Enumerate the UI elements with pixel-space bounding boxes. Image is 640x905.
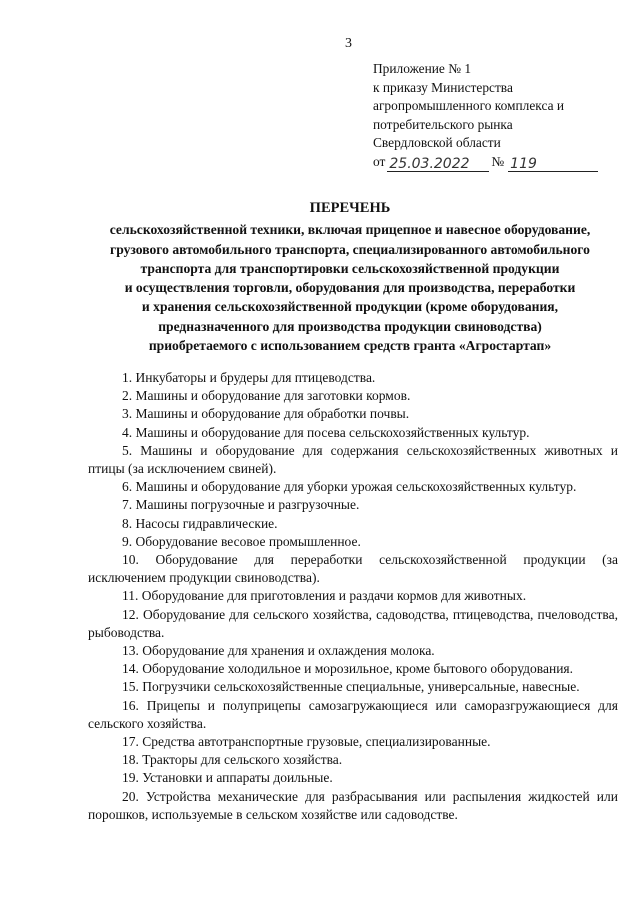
list-item: 6. Машины и оборудование для уборки урожая сельскохозяйственных культур. bbox=[122, 479, 577, 495]
appendix-line: Свердловской области bbox=[373, 135, 501, 151]
list-item: 8. Насосы гидравлические. bbox=[122, 515, 278, 531]
list-item: 1. Инкубаторы и брудеры для птицеводства. bbox=[122, 370, 376, 385]
list-item: 14. Оборудование холодильное и морозильное, кроме бытового оборудования. bbox=[122, 661, 573, 677]
subtitle-line: транспорта для транспортировки сельскохозяйственной продукции bbox=[140, 260, 560, 276]
handwritten-number: 119 bbox=[508, 157, 598, 172]
appendix-line: агропромышленного комплекса и bbox=[373, 98, 565, 114]
appendix-block bbox=[373, 60, 598, 172]
list-item: 9. Оборудование весовое промышленное. bbox=[122, 533, 361, 549]
list-item: 16. Прицепы и полуприцепы самозагружающиеся или саморазгружающиеся для сельского хозяйства. bbox=[88, 697, 618, 731]
equipment-list bbox=[88, 369, 618, 824]
appendix-line: Приложение № 1 bbox=[373, 61, 472, 76]
list-item: 15. Погрузчики сельскохозяйственные специальные, универсальные, навесные. bbox=[122, 679, 580, 695]
subtitle-line: и осуществления торговли, оборудования для производства, переработки bbox=[124, 280, 576, 296]
list-item: 17. Средства автотранспортные грузовые, специализированные. bbox=[122, 734, 491, 750]
list-item: 19. Установки и аппараты доильные. bbox=[122, 770, 333, 786]
list-item: 3. Машины и оборудование для обработки почвы. bbox=[122, 406, 410, 422]
document-title: ПЕРЕЧЕНЬ bbox=[309, 200, 391, 216]
list-item: 20. Устройства механические для разбрасывания или распыления жидкостей или порошков, используемые в сельском хозяйстве или садоводстве. bbox=[88, 788, 618, 822]
list-item: 11. Оборудование для приготовления и раздачи кормов для животных. bbox=[122, 588, 527, 604]
appendix-line: к приказу Министерства bbox=[373, 79, 513, 95]
list-item: 4. Машины и оборудование для посева сельскохозяйственных культур. bbox=[122, 424, 530, 440]
subtitle-line: грузового автомобильного транспорта, специализированного автомобильного bbox=[110, 241, 590, 257]
number-label: № bbox=[491, 153, 505, 169]
subtitle-line: и хранения сельскохозяйственной продукции (кроме оборудования, bbox=[141, 299, 559, 315]
list-item: 7. Машины погрузочные и разгрузочные. bbox=[122, 497, 360, 513]
from-label: от bbox=[373, 153, 386, 169]
subtitle-line: приобретаемого с использованием средств гранта «Агростартап» bbox=[148, 338, 552, 354]
list-item: 18. Тракторы для сельского хозяйства. bbox=[122, 752, 343, 768]
handwritten-date: 25.03.2022 bbox=[387, 157, 489, 172]
appendix-line: потребительского рынка bbox=[373, 116, 513, 132]
list-item: 5. Машины и оборудование для содержания сельскохозяйственных животных и птицы (за исключением свиней). bbox=[88, 442, 618, 477]
subtitle-line: предназначенного для производства продукции свиноводства) bbox=[158, 318, 542, 334]
order-date-number-line bbox=[373, 153, 598, 172]
document-title-block bbox=[70, 199, 630, 355]
list-item: 10. Оборудование для переработки сельскохозяйственной продукции (за исключением продукции свиноводства). bbox=[88, 552, 618, 586]
list-item: 13. Оборудование для хранения и охлаждения молока. bbox=[122, 643, 435, 659]
list-item: 12. Оборудование для сельского хозяйства, садоводства, птицеводства, пчеловодства, рыбоводства. bbox=[88, 606, 618, 640]
list-item: 2. Машины и оборудование для заготовки кормов. bbox=[122, 388, 411, 404]
subtitle-line: сельскохозяйственной техники, включая прицепное и навесное оборудование, bbox=[109, 222, 591, 238]
page-number: 3 bbox=[345, 36, 352, 51]
